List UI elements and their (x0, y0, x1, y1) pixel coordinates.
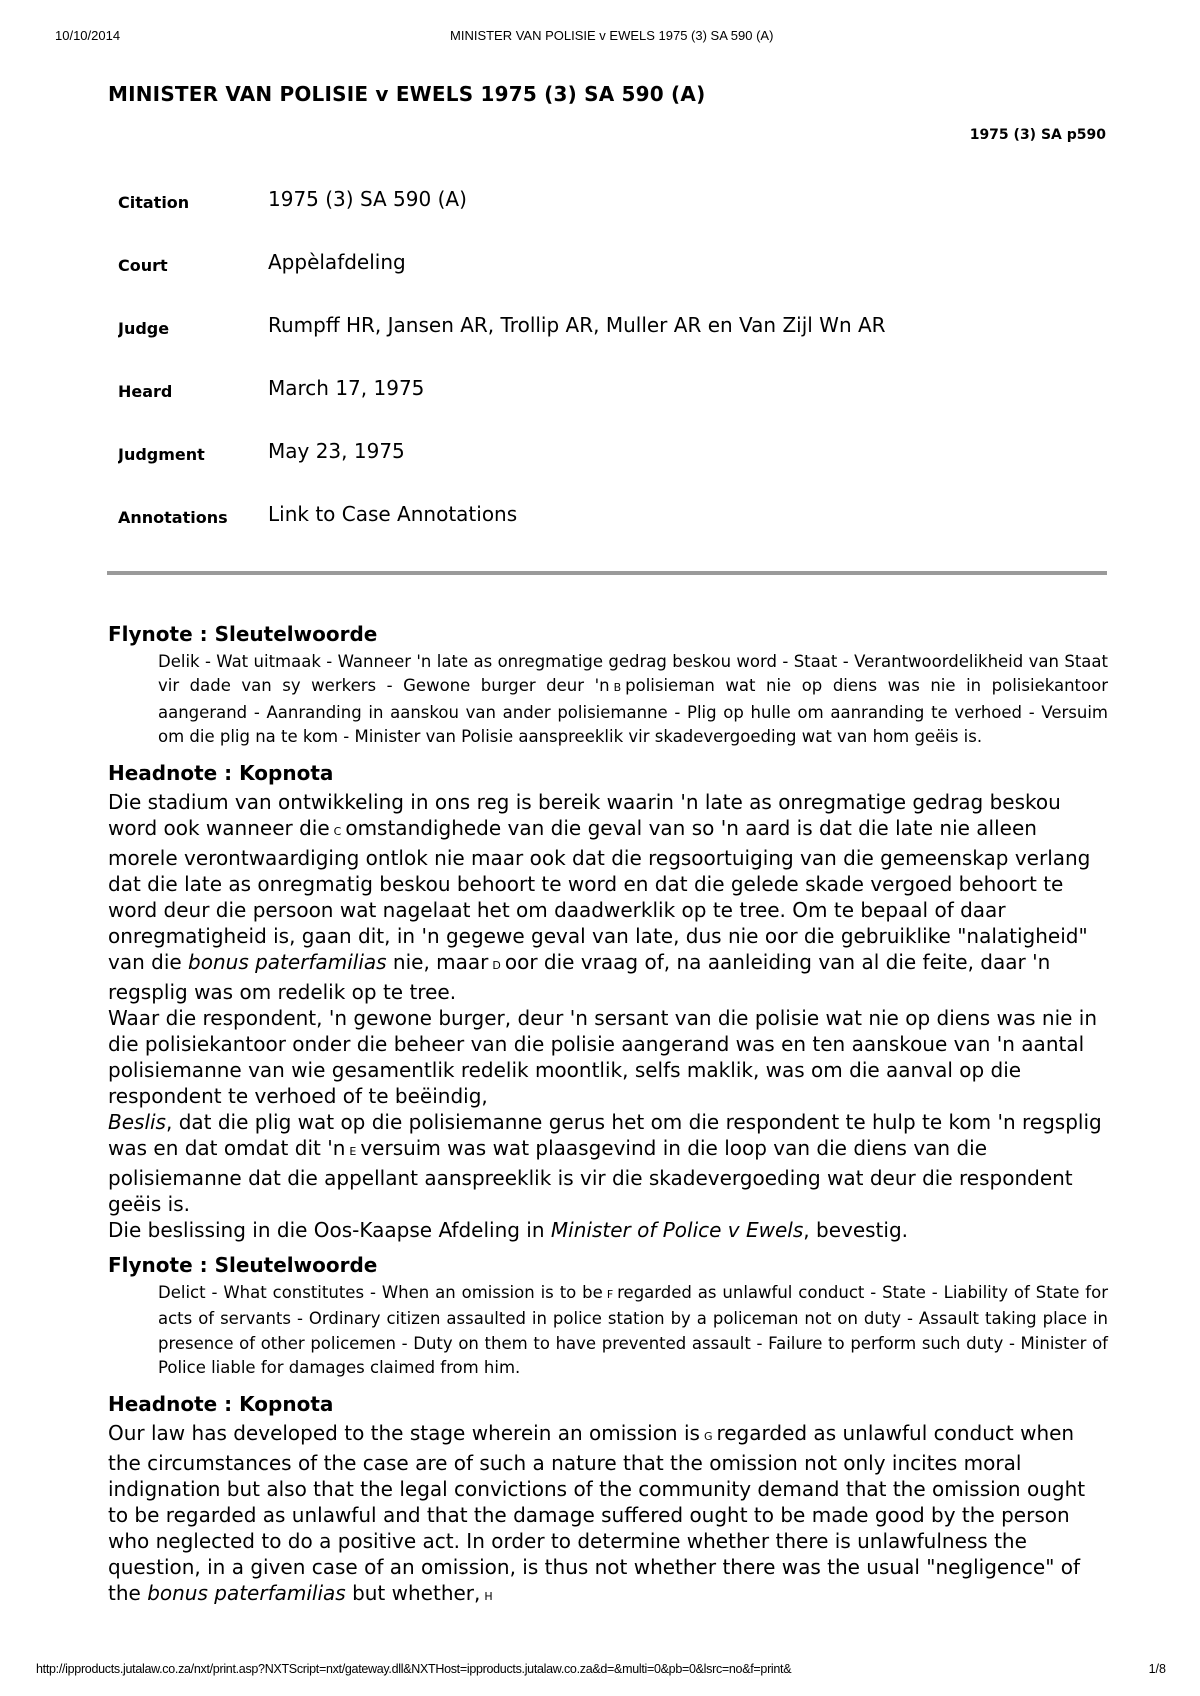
citation-label: Citation (118, 193, 190, 212)
headnote-paragraph (108, 1420, 1108, 1610)
flynote-english (158, 1281, 1108, 1380)
judge-label: Judge (118, 319, 170, 338)
headnote-paragraph (108, 1109, 1108, 1217)
judge-row (118, 311, 1018, 374)
flynote-heading: Flynote : Sleutelwoorde (108, 1253, 378, 1278)
print-date: 10/10/2014 (55, 28, 121, 43)
text-run: , bevestig. (803, 1218, 909, 1243)
page-reference: 1975 (3) SA p590 (969, 127, 1106, 143)
text-run: Our law has developed to the stage wherein an omission is (108, 1421, 700, 1446)
judgment-label: Judgment (118, 445, 205, 464)
case-content (108, 622, 1108, 1610)
annotations-row (118, 500, 1018, 563)
judge-value: Rumpff HR, Jansen AR, Trollip AR, Muller AR en Van Zijl Wn AR (268, 313, 886, 337)
italic-run: bonus paterfamilias (188, 950, 387, 975)
text-run: Die beslissing in die Oos-Kaapse Afdeling in (108, 1218, 545, 1243)
flynote-heading: Flynote : Sleutelwoorde (108, 622, 378, 646)
text-run: , dat die plig wat op die polisiemanne gerus het om die respondent te hulp te kom 'n regsplig was en dat omdat dit 'n (108, 1110, 1102, 1161)
section-divider (107, 571, 1107, 575)
headnote-english (108, 1420, 1108, 1610)
heard-value: March 17, 1975 (268, 376, 425, 400)
court-label: Court (118, 256, 168, 275)
margin-letter: E (349, 1145, 357, 1159)
flynote-text-part: Delik - Wat uitmaak - Wanneer 'n late as onregmatige gedrag beskou word - Staat - Verantwoordelikheid van Staat vir dade van sy werkers - Gewone burger deur 'n (158, 652, 1108, 696)
headnote-paragraph (108, 1217, 1108, 1243)
print-title: MINISTER VAN POLISIE v EWELS 1975 (3) SA 590 (A) (450, 28, 774, 43)
margin-letter: H (484, 1590, 493, 1604)
margin-letter: C (333, 825, 342, 839)
flynote-text-part: polisieman wat nie op diens was nie in polisiekantoor aangerand - Aanranding in aanskou van ander polisiemanne - Plig op hulle om aanranding te verhoed - Versuim om die plig na te kom - Minister van Polisie aanspreeklik vir skadevergoeding wat van hom geëis is. (158, 676, 1109, 746)
citation-row (118, 185, 1018, 248)
document-title: MINISTER VAN POLISIE v EWELS 1975 (3) SA 590 (A) (108, 82, 706, 106)
italic-run: bonus paterfamilias (147, 1581, 346, 1606)
text-run: but whether, (352, 1581, 481, 1606)
headnote-heading: Headnote : Kopnota (108, 1392, 334, 1417)
text-run: regarded as unlawful conduct when the circumstances of the case are of such a nature that the omission not only incites moral indignation but also that the legal convictions of the community demand that the omission ought to be regarded as unlawful and that the damage suffered ought to be made good by the person who neglected to do a positive act. In order to determine whether there is unlawfulness the question, in a given case of an omission, is thus not whether there was the usual "negligence" of the (108, 1421, 1086, 1606)
italic-run: Beslis (108, 1110, 166, 1135)
annotations-label: Annotations (118, 508, 228, 527)
headnote-heading: Headnote : Kopnota (108, 761, 334, 786)
case-metadata-table (118, 185, 1018, 563)
text-run: oor die vraag of, na aanleiding van al die feite, daar 'n regsplig was om redelik op te tree. (108, 950, 1051, 1005)
text-run: versuim was wat plaasgevind in die loop van die diens van die polisiemanne dat die appellant aanspreeklik is vir die skadevergoeding wat deur die respondent geëis is. (108, 1136, 1073, 1217)
judgment-row (118, 437, 1018, 500)
print-header (55, 28, 1145, 48)
text-run: Die stadium van ontwikkeling in ons reg is bereik waarin 'n late as onregmatige gedrag beskou word ook wanneer die (108, 790, 1061, 841)
text-run: omstandighede van die geval van so 'n aard is dat die late nie alleen morele verontwaardiging ontlok nie maar ook dat die regsoortuiging van die gemeenskap verlang dat die late as onregmatig beskou behoort te word en dat die gelede skade vergoed behoort te word deur die persoon wat nagelaat het om daadwerklik op te tree. Om te bepaal of daar onregmatigheid is, gaan dit, in 'n gegewe geval van late, dus nie oor die gebruiklike "nalatigheid" van die (108, 816, 1091, 975)
judgment-value: May 23, 1975 (268, 439, 405, 463)
annotations-value (268, 502, 517, 526)
italic-run: Minister of Police v Ewels (550, 1218, 804, 1243)
case-annotations-link[interactable]: Link to Case Annotations (268, 502, 518, 526)
headnote-paragraph: Waar die respondent, 'n gewone burger, deur 'n sersant van die polisie wat nie op diens was nie in die polisiekantoor onder die beheer van die polisie aangerand was en ten aanskoue van 'n aantal polisiemanne van wie gesamentlik redelik moontlik, selfs maklik, was om die aanval op die respondent te verhoed of te beëindig, (108, 1006, 1098, 1109)
headnote-afrikaans (108, 789, 1108, 1243)
heard-row (118, 374, 1018, 437)
margin-letter: F (606, 1288, 614, 1302)
text-run: nie, maar (392, 950, 489, 975)
page-number: 1/8 (1148, 1662, 1166, 1676)
headnote-paragraph (108, 789, 1108, 1005)
flynote-text-part: Delict - What constitutes - When an omission is to be (158, 1283, 603, 1303)
court-value: Appèlafdeling (268, 250, 406, 274)
flynote-afrikaans (158, 650, 1108, 749)
margin-letter: B (613, 681, 622, 695)
court-row (118, 248, 1018, 311)
print-url: http://ipproducts.jutalaw.co.za/nxt/print.asp?NXTScript=nxt/gateway.dll&NXTHost=ipproducts.jutalaw.co.za&d=&multi=0&pb=0&lsrc=no&f=print& (36, 1662, 792, 1676)
flynote-text-part: regarded as unlawful conduct - State - Liability of State for acts of servants - Ordinary citizen assaulted in police station by a policeman not on duty - Assault taking place in presence of other policemen - Duty on them to have prevented assault - Failure to perform such duty - Minister of Police liable for damages claimed from him. (158, 1283, 1108, 1378)
margin-letter: D (492, 959, 501, 973)
citation-value: 1975 (3) SA 590 (A) (268, 187, 467, 211)
heard-label: Heard (118, 382, 173, 401)
margin-letter: G (703, 1430, 713, 1444)
